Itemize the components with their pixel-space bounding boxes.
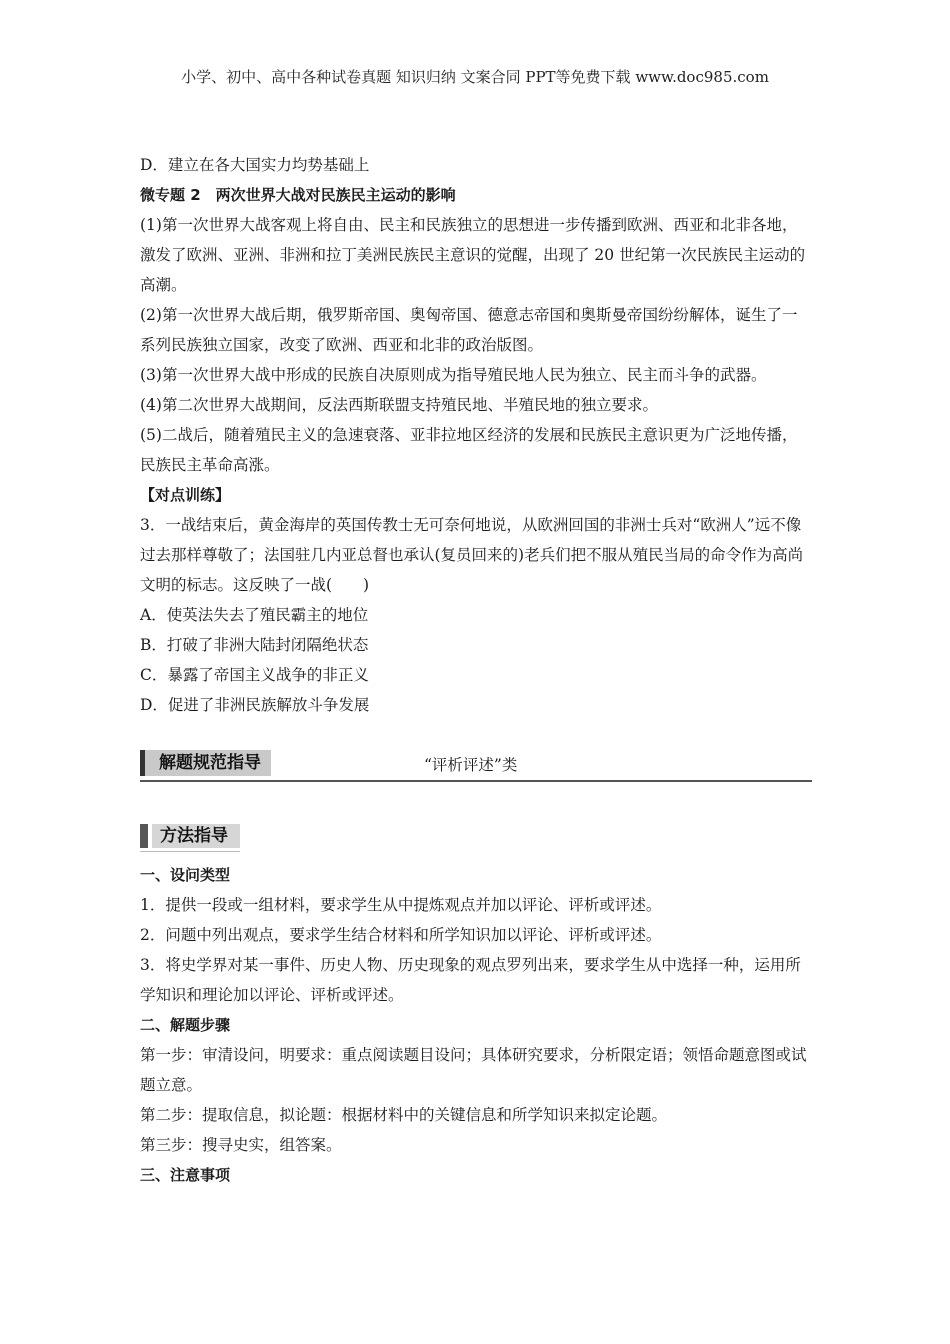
section1-title: 一、设问类型 (140, 866, 231, 884)
topic2-point-3: (3)第一次世界大战中形成的民族自决原则成为指导殖民地人民为独立、民主而斗争的武器。 (140, 366, 767, 384)
section2-item-3: 第三步：搜寻史实，组答案。 (140, 1136, 342, 1154)
page-header: 小学、初中、高中各种试卷真题 知识归纳 文案合同 PPT等免费下载 www.doc985.com (181, 68, 769, 86)
document-body (140, 150, 812, 1190)
practice-option-a: A．使英法失去了殖民霸主的地位 (140, 606, 369, 624)
section1-item-2: 2．问题中列出观点，要求学生结合材料和所学知识加以评论、评析或评述。 (140, 926, 662, 944)
practice-label: 【对点训练】 (140, 486, 231, 504)
practice-option-c: C．暴露了帝国主义战争的非正义 (140, 666, 369, 684)
banner-label: 解题规范指导 (140, 750, 271, 776)
topic2-point-1: (1)第一次世界大战客观上将自由、民主和民族独立的思想进一步传播到欧洲、西亚和北非各地，激发了欧洲、亚洲、非洲和拉丁美洲民族民主意识的觉醒，出现了 20 世纪第一次民族民主运动的高潮。 (140, 216, 806, 294)
topic2-point-4: (4)第二次世界大战期间，反法西斯联盟支持殖民地、半殖民地的独立要求。 (140, 396, 658, 414)
option-d: D．建立在各大国实力均势基础上 (140, 156, 370, 174)
section2-title: 二、解题步骤 (140, 1016, 231, 1034)
method-label: 方法指导 (152, 824, 240, 848)
section2-item-1: 第一步：审清设问，明要求：重点阅读题目设问；具体研究要求，分析限定语；领悟命题意图或试题立意。 (140, 1046, 807, 1094)
section1-item-1: 1．提供一段或一组材料，要求学生从中提炼观点并加以评论、评析或评述。 (140, 896, 662, 914)
method-bar-icon (140, 824, 148, 848)
topic2-title: 微专题 2 两次世界大战对民族民主运动的影响 (140, 186, 456, 204)
banner-subtitle: “评析评述”类 (424, 756, 518, 774)
section1-item-3: 3．将史学界对某一事件、历史人物、历史现象的观点罗列出来，要求学生从中选择一种，运用所学知识和理论加以评论、评析或评述。 (140, 956, 801, 1004)
topic2-point-2: (2)第一次世界大战后期，俄罗斯帝国、奥匈帝国、德意志帝国和奥斯曼帝国纷纷解体，诞生了一系列民族独立国家，改变了欧洲、西亚和北非的政治版图。 (140, 306, 798, 354)
method-underline (140, 851, 240, 852)
practice-option-d: D．促进了非洲民族解放斗争发展 (140, 696, 370, 714)
section2-item-2: 第二步：提取信息，拟论题：根据材料中的关键信息和所学知识来拟定论题。 (140, 1106, 668, 1124)
section-banner (140, 746, 812, 782)
section3-title: 三、注意事项 (140, 1166, 231, 1184)
practice-option-b: B．打破了非洲大陆封闭隔绝状态 (140, 636, 369, 654)
topic2-point-5: (5)二战后，随着殖民主义的急速衰落、亚非拉地区经济的发展和民族民主意识更为广泛地传播，民族民主革命高涨。 (140, 426, 798, 474)
practice-question: 3．一战结束后，黄金海岸的英国传教士无可奈何地说，从欧洲回国的非洲士兵对“欧洲人”远不像过去那样尊敬了；法国驻几内亚总督也承认(复员回来的)老兵们把不服从殖民当局的命令作为高尚文明的标志。这反映了一战( ) (140, 516, 804, 594)
method-heading (140, 824, 240, 850)
